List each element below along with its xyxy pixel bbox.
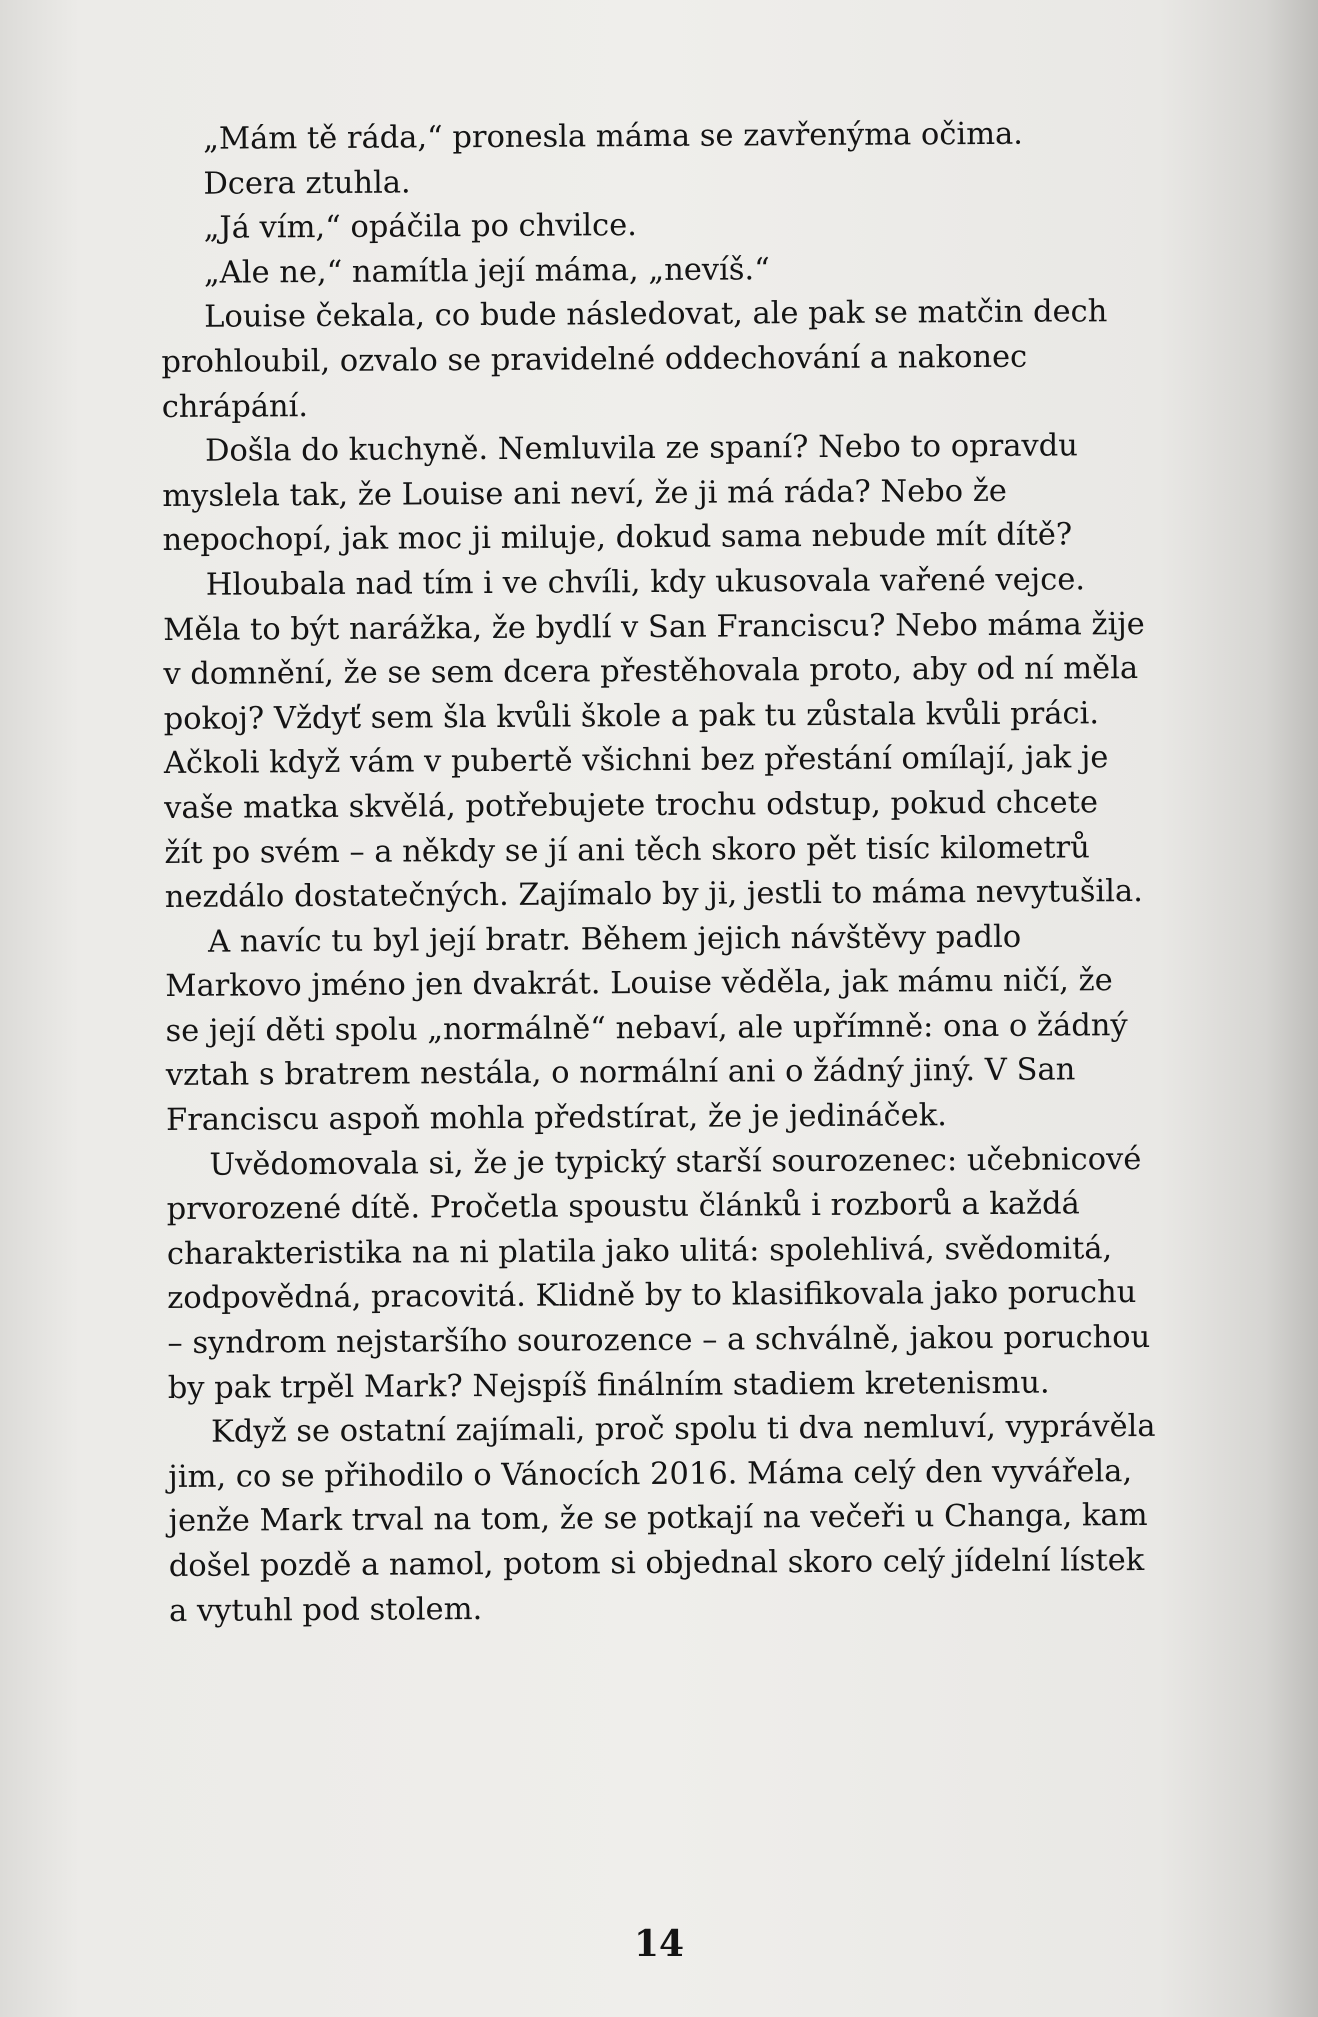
paragraph: Uvědomovala si, že je typický starší sourozenec: učebnicové prvorozené dítě. Pročetla spoustu článků i rozborů a každá charakteristika na ni platila jako ulitá: spolehlivá, svědomitá, zodpovědná, pracovitá. Klidně by to klasifikovala jako poruchu – syndrom nejstaršího sourozence – a schválně, jakou poruchou by pak trpěl Mark? Nejspíš finálním stadiem kretenismu. xyxy=(166,1141,1151,1406)
page-number: 14 xyxy=(633,1923,685,1965)
paragraph: Dcera ztuhla. xyxy=(203,165,411,202)
paragraph: Došla do kuchyně. Nemluvila ze spaní? Nebo to opravdu myslela tak, že Louise ani neví, že ji má ráda? Nebo že nepochopí, jak moc ji miluje, dokud sama nebude mít dítě? xyxy=(162,428,1078,559)
paragraph: „Mám tě ráda,“ pronesla máma se zavřenýma očima. xyxy=(203,116,1024,157)
body-text xyxy=(160,112,1161,1634)
paragraph: Hloubala nad tím i ve chvíli, kdy ukusovala vařené vejce. Měla to být narážka, že bydlí v San Franciscu? Nebo máma žije v domnění, že se sem dcera přestěhovala proto, aby od ní měla pokoj? Vždyť sem šla kvůli škole a pak tu zůstala kvůli práci. Ačkoli když vám v pubertě všichni bez přestání omílají, jak je vaše matka skvělá, potřebujete trochu odstup, pokud chcete žít po svém – a někdy se jí ani těch skoro pět tisíc kilometrů nezdálo dostatečných. Zajímalo by ji, jestli to máma nevytušila. xyxy=(163,562,1145,916)
paragraph: „Já vím,“ opáčila po chvilce. xyxy=(203,208,637,246)
paragraph: A navíc tu byl její bratr. Během jejich návštěvy padlo Markovo jméno jen dvakrát. Louise věděla, jak mámu ničí, že se její děti spolu „normálně“ nebaví, ale upřímně: ona o žádný vztah s bratrem nestála, o normální ani o žádný jiný. V San Franciscu aspoň mohla předstírat, že je jedináček. xyxy=(165,919,1128,1139)
paragraph: „Ale ne,“ namítla její máma, „nevíš.“ xyxy=(203,252,770,291)
paragraph: Když se ostatní zajímali, proč spolu ti dva nemluví, vyprávěla jim, co se přihodilo o Vánocích 2016. Máma celý den vyvářela, jenže Mark trval na tom, že se potkají na večeři u Changa, kam došel pozdě a namol, potom si objednal skoro celý jídelní lístek a vytuhl pod stolem. xyxy=(168,1409,1156,1629)
paragraph: Louise čekala, co bude následovat, ale pak se matčin dech prohloubil, ozvalo se pravidelné oddechování a nakonec chrápání. xyxy=(161,294,1108,425)
